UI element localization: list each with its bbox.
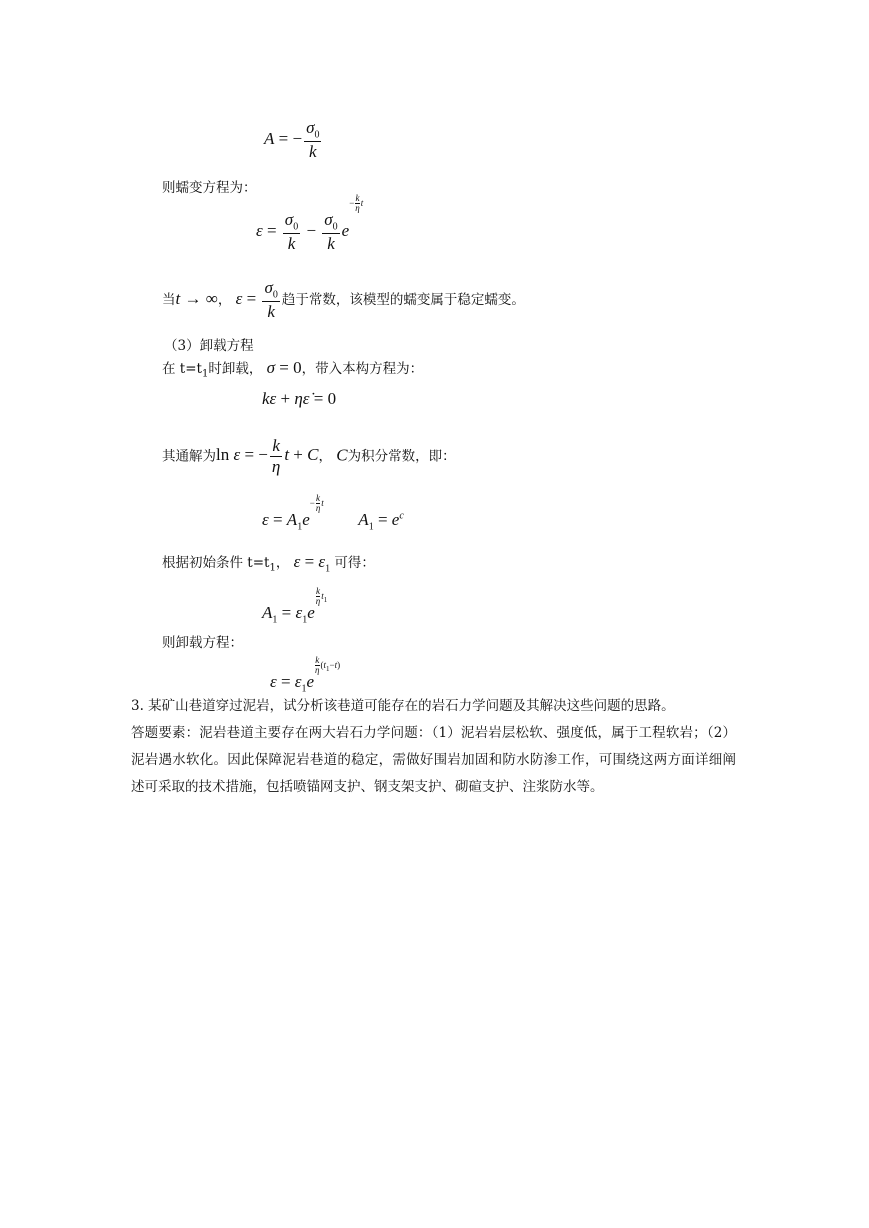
integration-constant-symbol: C xyxy=(336,445,348,465)
unload-equation-intro: 则卸载方程： xyxy=(162,635,243,651)
limit-strain-expression: ε = $\frac{\sigma_0}{k}$ xyxy=(235,278,278,321)
initial-comma: ， xyxy=(275,555,290,571)
limit-suffix: 趋于常数，该模型的蠕变属于稳定蠕变。 xyxy=(281,292,525,309)
initial-suffix: 可得： xyxy=(334,555,375,571)
initial-condition-statement xyxy=(162,551,375,574)
initial-strain-expression: $\varepsilon = \varepsilon_1$ xyxy=(293,552,331,575)
general-solution-statement xyxy=(162,436,456,477)
equation-a-constant: A = − $\frac{\sigma_0}{k}$ xyxy=(264,118,320,161)
equation-unload: $\varepsilon = \varepsilon_1e$ $\frac{k}{\eta}$ $(t_1-t)$ xyxy=(270,655,341,695)
answer-key-points: 答题要素：泥岩巷道主要存在两大岩石力学问题：（1）泥岩岩层松软、强度低，属于工程软岩；（2）泥岩遇水软化。因此保障泥岩巷道的稳定，需做好围岩加固和防水防渗工作，可围绕这两方面详细阐述可采取的技术措施，包括喷锚网支护、钢支架支护、砌碹支护、注浆防水等。 xyxy=(131,725,736,795)
limit-prefix: 当 xyxy=(162,292,176,309)
general-solution-expression: ln ε = − $\frac{k}{\eta}$ t + C xyxy=(216,436,319,476)
creep-equation-intro: 则蠕变方程为： xyxy=(162,180,257,196)
initial-subscript: 1 xyxy=(269,562,276,574)
sigma-zero-expression: σ = 0 xyxy=(266,358,302,377)
equation-a1: $A_1 = \varepsilon_1e$ $\frac{k}{\eta}$ $t_1$ xyxy=(262,586,328,626)
equation-general-form: $\varepsilon = A_1e-$ $\frac{k}{\eta}$ t $A_1 = e^c$ xyxy=(262,493,404,533)
limit-comma: ， xyxy=(217,292,232,309)
general-prefix: 其通解为 xyxy=(162,448,216,465)
equation-creep: ε = $\frac{\sigma_0}{k}$ − $\frac{\sigma_0}{k}$ e− $\frac{k}{\eta}$ t xyxy=(256,193,364,253)
unload-intro-prefix: 在 t=t xyxy=(162,361,202,377)
unload-intro-suffix: ，带入本构方程为： xyxy=(301,361,424,377)
question-3: 3. 某矿山巷道穿过泥岩，试分析该巷道可能存在的岩石力学问题及其解决这些问题的思路。 xyxy=(131,698,675,714)
limit-statement xyxy=(162,278,525,322)
unload-intro xyxy=(162,357,423,380)
unload-intro-mid: 时卸载， xyxy=(208,361,263,377)
initial-prefix: 根据初始条件 t=t xyxy=(162,555,270,571)
limit-expression: t → ∞ xyxy=(175,289,218,309)
unload-heading: （3）卸载方程 xyxy=(164,338,254,354)
general-comma: ， xyxy=(318,448,332,465)
equation-constitutive: kε + ηε̇ = 0 xyxy=(262,389,337,408)
unload-intro-subscript: 1 xyxy=(201,368,209,380)
general-suffix: 为积分常数，即： xyxy=(347,448,456,465)
